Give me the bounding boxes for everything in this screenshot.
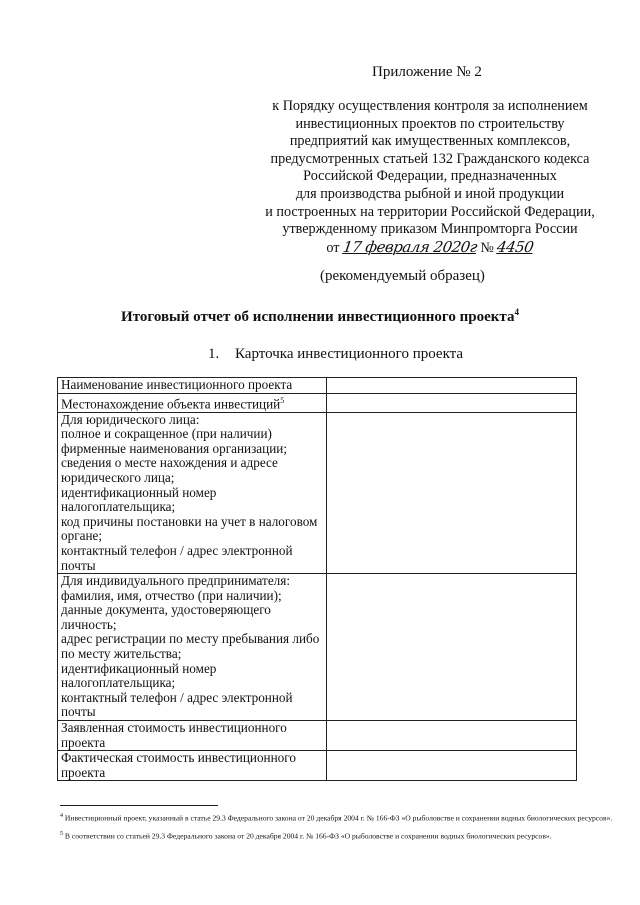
footnote-ref: 4 <box>514 307 519 317</box>
row-label-text: почты <box>61 557 96 573</box>
row-label-text: Местонахождение объекта инвестиций <box>61 395 281 411</box>
row-label-text: Для юридического лица: <box>61 411 200 427</box>
row-label-text: сведения о месте нахождения и адресе <box>61 455 278 471</box>
row-label-line <box>61 603 323 618</box>
row-label-text: по месту жительства; <box>61 646 182 662</box>
row-label-cell <box>58 574 327 721</box>
row-label-line <box>61 589 323 604</box>
row-label-line <box>61 647 323 662</box>
row-label-text: контактный телефон / адрес электронной <box>61 689 293 705</box>
row-label-text: проекта <box>61 764 106 780</box>
row-label-line <box>61 515 323 530</box>
row-label-line <box>61 676 323 691</box>
table-row <box>58 574 577 721</box>
row-label-text: идентификационный номер <box>61 660 217 676</box>
row-label-line <box>61 394 323 412</box>
appendix-line: для производства рыбной и иной продукции <box>295 185 565 202</box>
row-label-text: Заявленная стоимость инвестиционного <box>61 720 287 736</box>
row-label-line <box>61 378 323 393</box>
handwritten-number: 4450 <box>496 237 536 256</box>
footnote-divider <box>60 805 218 806</box>
appendix-title: Приложение № 2 <box>372 64 482 80</box>
row-label-cell <box>58 378 327 394</box>
row-label-line <box>61 618 323 633</box>
row-label-cell <box>58 721 327 751</box>
sample-note: (рекомендуемый образец) <box>320 268 485 284</box>
row-label-text: код причины постановки на учет в налоговом <box>61 513 318 529</box>
row-label-line <box>61 500 323 515</box>
row-label-text: фирменные наименования организации; <box>61 440 287 456</box>
section-title: Карточка инвестиционного проекта <box>235 346 464 362</box>
row-label-text: органе; <box>61 528 103 544</box>
row-label-line <box>61 471 323 486</box>
row-value-cell[interactable] <box>326 721 576 751</box>
table-row <box>58 412 577 574</box>
row-label-cell <box>58 412 327 574</box>
appendix-line: и построенных на территории Российской Федерации, <box>265 203 595 220</box>
date-prefix: от <box>326 239 340 256</box>
section-heading <box>208 346 463 363</box>
row-value-cell[interactable] <box>326 751 576 781</box>
footnote-text: В соответствии со статьей 29.3 Федерального закона от 20 декабря 2004 г. № 166-ФЗ «О рыболовстве и сохранении водных биологических ресурсов». <box>64 831 552 841</box>
row-label-line <box>61 544 323 559</box>
row-label-text: фамилия, имя, отчество (при наличии); <box>61 587 282 603</box>
footnote <box>60 829 620 842</box>
table-row <box>58 378 577 394</box>
row-label-text: контактный телефон / адрес электронной <box>61 542 293 558</box>
appendix-line: к Порядку осуществления контроля за исполнением <box>272 98 588 114</box>
row-label-line <box>61 736 323 751</box>
row-label-line <box>61 456 323 471</box>
row-label-text: полное и сокращенное (при наличии) <box>61 426 272 442</box>
row-label-line <box>61 574 323 589</box>
row-label-text: почты <box>61 704 96 720</box>
row-label-line <box>61 442 323 457</box>
row-value-cell[interactable] <box>326 574 576 721</box>
row-label-cell <box>58 393 327 412</box>
row-label-text: Для индивидуального предпринимателя: <box>61 573 290 589</box>
footnote-mark: 5 <box>60 831 63 838</box>
row-label-text: налогоплательщика; <box>61 499 176 515</box>
section-number: 1. <box>208 346 220 362</box>
footnote-text: Инвестиционный проект, указанный в статье 29.3 Федерального закона от 20 декабря 2004 г. № 166-ФЗ «О рыболовстве и сохранении водных биологических ресурсов». <box>64 813 613 823</box>
row-label-cell <box>58 751 327 781</box>
project-card-table <box>57 377 577 781</box>
row-label-line <box>61 662 323 677</box>
row-label-text: налогоплательщика; <box>61 675 176 691</box>
row-label-line <box>61 766 323 781</box>
row-label-line <box>61 705 323 720</box>
row-label-line <box>61 751 323 766</box>
row-value-cell[interactable] <box>326 393 576 412</box>
table-row <box>58 393 577 412</box>
appendix-line: предусмотренных статьей 132 Гражданского кодекса <box>270 150 590 167</box>
row-label-line <box>61 413 323 428</box>
row-label-text: личность; <box>61 616 117 632</box>
row-label-text: адрес регистрации по месту пребывания либо <box>61 631 320 647</box>
row-value-cell[interactable] <box>326 412 576 574</box>
row-label-line <box>61 529 323 544</box>
appendix-line: инвестиционных проектов по строительству <box>295 115 565 132</box>
footnote-mark: 4 <box>60 813 63 819</box>
appendix-reference-block <box>230 98 630 257</box>
order-date-line <box>230 239 630 258</box>
row-label-line <box>61 632 323 647</box>
row-label-line <box>61 486 323 501</box>
footnote-ref: 5 <box>280 395 285 405</box>
handwritten-date: 17 февраля 2020г <box>341 237 479 256</box>
row-label-text: идентификационный номер <box>61 484 217 500</box>
row-label-text: данные документа, удостоверяющего <box>61 602 271 618</box>
table-row <box>58 751 577 781</box>
row-label-line <box>61 691 323 706</box>
table-row <box>58 721 577 751</box>
report-title-text: Итоговый отчет об исполнении инвестиционного проекта <box>121 309 515 325</box>
row-label-line <box>61 427 323 442</box>
appendix-line: утвержденному приказом Минпромторга России <box>282 221 578 238</box>
number-sign: № <box>480 239 494 256</box>
footnotes <box>60 811 620 847</box>
footnote <box>60 811 620 824</box>
row-label-text: юридического лица; <box>61 469 175 485</box>
appendix-line: Российской Федерации, предназначенных <box>303 168 557 185</box>
appendix-line: предприятий как имущественных комплексов, <box>289 133 571 150</box>
report-title <box>0 307 640 326</box>
row-label-text: Наименование инвестиционного проекта <box>61 377 293 392</box>
row-label-text: проекта <box>61 734 106 750</box>
row-label-line <box>61 559 323 574</box>
row-label-line <box>61 721 323 736</box>
row-label-text: Фактическая стоимость инвестиционного <box>61 750 296 766</box>
row-value-cell[interactable] <box>326 378 576 394</box>
